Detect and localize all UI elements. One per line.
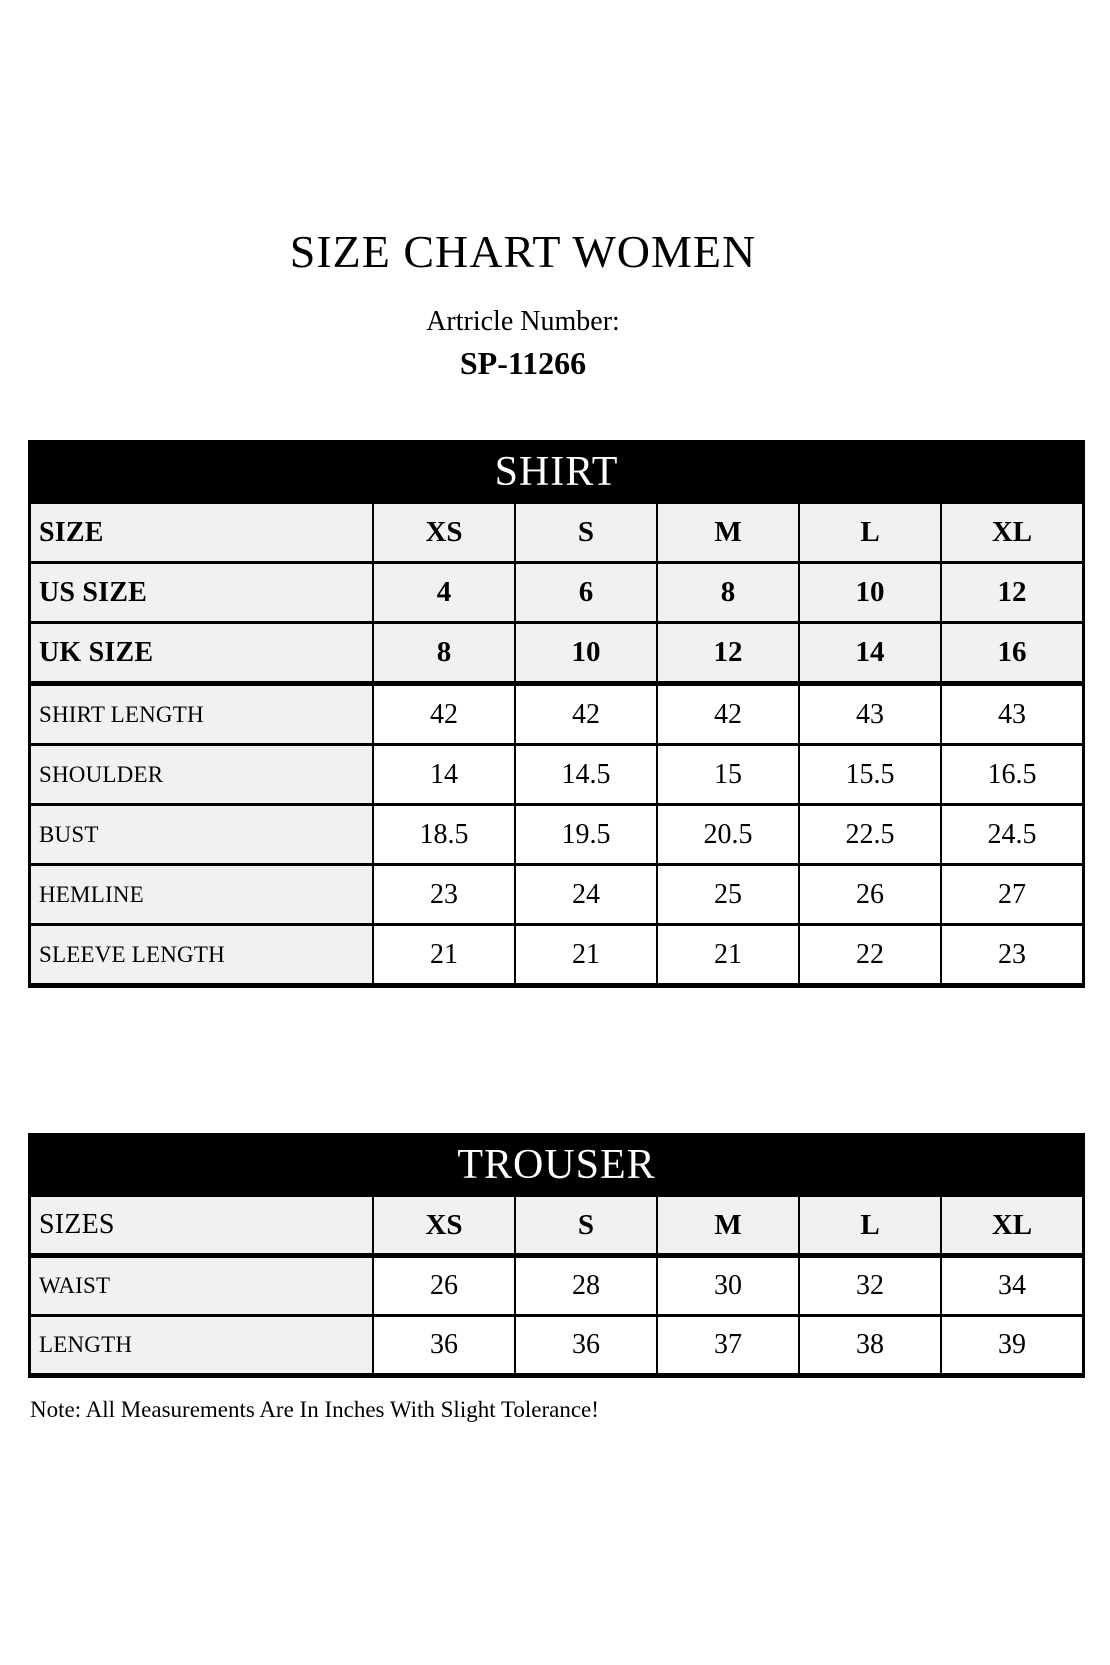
size-cell: L xyxy=(798,1197,940,1253)
table-row xyxy=(31,1314,1082,1373)
measurement-cell: 36 xyxy=(372,1317,514,1373)
size-cell: 12 xyxy=(940,564,1082,621)
measurement-cell: 20.5 xyxy=(656,806,798,863)
size-cell: 6 xyxy=(514,564,656,621)
size-cell: 10 xyxy=(798,564,940,621)
measurement-cell: 38 xyxy=(798,1317,940,1373)
size-cell: 16 xyxy=(940,624,1082,681)
table-row xyxy=(31,561,1082,621)
table-row xyxy=(31,621,1082,681)
row-label: US SIZE xyxy=(31,564,372,621)
size-cell: 8 xyxy=(372,624,514,681)
table-row xyxy=(31,863,1082,923)
table-row xyxy=(31,501,1082,561)
measurement-cell: 26 xyxy=(372,1258,514,1314)
size-cell: 8 xyxy=(656,564,798,621)
size-cell: M xyxy=(656,504,798,561)
row-label: HEMLINE xyxy=(31,866,372,923)
article-number-label: Artricle Number: xyxy=(426,306,620,337)
measurement-cell: 28 xyxy=(514,1258,656,1314)
trouser-size-table xyxy=(28,1133,1085,1378)
measurement-cell: 36 xyxy=(514,1317,656,1373)
size-cell: XS xyxy=(372,504,514,561)
shirt-table-header: SHIRT xyxy=(31,443,1082,501)
size-cell: 10 xyxy=(514,624,656,681)
size-cell: 14 xyxy=(798,624,940,681)
measurement-cell: 15 xyxy=(656,746,798,803)
measurement-cell: 15.5 xyxy=(798,746,940,803)
row-label: SLEEVE LENGTH xyxy=(31,926,372,983)
measurement-cell: 39 xyxy=(940,1317,1082,1373)
measurement-cell: 42 xyxy=(372,686,514,743)
measurement-cell: 23 xyxy=(940,926,1082,983)
measurement-cell: 24 xyxy=(514,866,656,923)
page-title: SIZE CHART WOMEN xyxy=(289,226,757,277)
table-row xyxy=(31,1253,1082,1314)
measurement-cell: 14 xyxy=(372,746,514,803)
measurement-cell: 21 xyxy=(372,926,514,983)
size-cell: 4 xyxy=(372,564,514,621)
measurement-cell: 26 xyxy=(798,866,940,923)
measurement-cell: 22 xyxy=(798,926,940,983)
size-cell: M xyxy=(656,1197,798,1253)
measurement-cell: 32 xyxy=(798,1258,940,1314)
measurement-cell: 23 xyxy=(372,866,514,923)
measurement-cell: 21 xyxy=(656,926,798,983)
measurement-cell: 18.5 xyxy=(372,806,514,863)
measurement-cell: 22.5 xyxy=(798,806,940,863)
measurement-note: Note: All Measurements Are In Inches With Slight Tolerance! xyxy=(30,1397,599,1422)
measurement-cell: 43 xyxy=(798,686,940,743)
size-cell: S xyxy=(514,1197,656,1253)
row-label: SIZES xyxy=(31,1197,372,1253)
measurement-cell: 27 xyxy=(940,866,1082,923)
row-label: UK SIZE xyxy=(31,624,372,681)
size-cell: XL xyxy=(940,504,1082,561)
measurement-cell: 21 xyxy=(514,926,656,983)
row-label: BUST xyxy=(31,806,372,863)
measurement-cell: 42 xyxy=(656,686,798,743)
size-cell: XS xyxy=(372,1197,514,1253)
measurement-cell: 25 xyxy=(656,866,798,923)
measurement-cell: 42 xyxy=(514,686,656,743)
size-cell: XL xyxy=(940,1197,1082,1253)
measurement-cell: 24.5 xyxy=(940,806,1082,863)
row-label: WAIST xyxy=(31,1258,372,1314)
size-cell: 12 xyxy=(656,624,798,681)
trouser-table-header: TROUSER xyxy=(31,1136,1082,1194)
measurement-cell: 16.5 xyxy=(940,746,1082,803)
measurement-cell: 34 xyxy=(940,1258,1082,1314)
measurement-cell: 19.5 xyxy=(514,806,656,863)
measurement-cell: 30 xyxy=(656,1258,798,1314)
measurement-cell: 37 xyxy=(656,1317,798,1373)
measurement-cell: 14.5 xyxy=(514,746,656,803)
shirt-size-table xyxy=(28,440,1085,988)
row-label: SHIRT LENGTH xyxy=(31,686,372,743)
article-number-value: SP-11266 xyxy=(459,345,587,381)
table-row xyxy=(31,923,1082,983)
table-row xyxy=(31,743,1082,803)
table-row xyxy=(31,1194,1082,1253)
table-row xyxy=(31,803,1082,863)
size-cell: S xyxy=(514,504,656,561)
row-label: LENGTH xyxy=(31,1317,372,1373)
row-label: SIZE xyxy=(31,504,372,561)
size-cell: L xyxy=(798,504,940,561)
table-row xyxy=(31,681,1082,743)
row-label: SHOULDER xyxy=(31,746,372,803)
measurement-cell: 43 xyxy=(940,686,1082,743)
